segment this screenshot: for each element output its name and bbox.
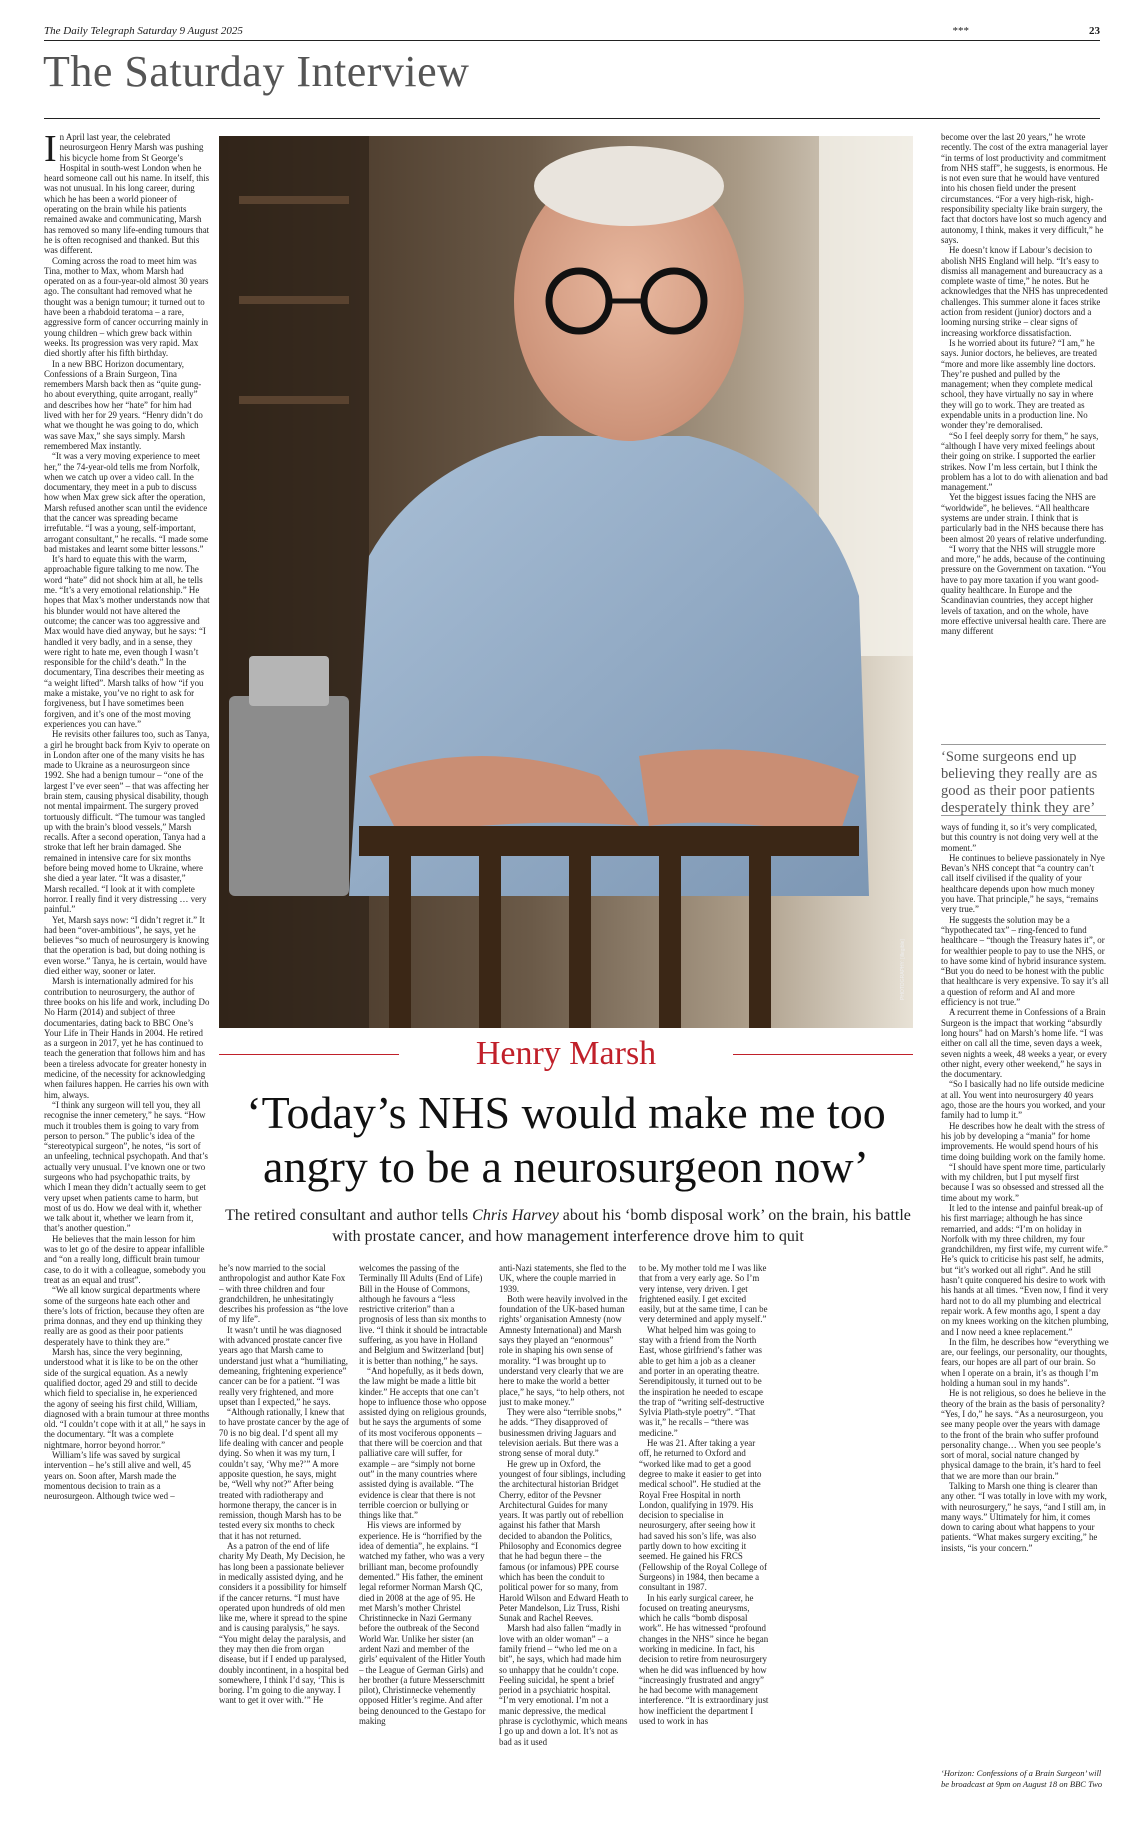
article-paragraph: It wasn’t until he was diagnosed with advanced prostate cancer five years ago that Marsh came to understand just what a “humiliating, demeaning, frightening experience” cancer can be for a patient. “I was really very frightened, and more upset than I expected,” he says. [219,1324,348,1407]
article-paragraph: It led to the intense and painful break-up of his first marriage; although he has since remarried, and adds: “I’m on holiday in Norfolk with my three children, my four grandchildren, my first wife, my current wife.” He’s quick to criticise his past self, he admits, but “it’s worked out all right”. And he still hasn’t quite conquered his desire to work with his hands at all times. “Even now, I find it very hard not to do all my plumbing and electrical repair work. A few months ago, I spent a day on my knees working on the kitchen plumbing, and I now need a knee replacement.” [941,1202,1109,1337]
article-paragraph: He was 21. After taking a year off, he returned to Oxford and “worked like mad to get a good degree to make it easier to get into medical school”. He studied at the Royal Free Hospital in north London, qualifying in 1979. His decision to specialise in neurosurgery, after seeing how it had saved his son’s life, was also partly down to how exciting it seemed. He gained his FRCS (Fellowship of the Royal College of Surgeons) in 1984, then became a consultant in 1987. [639,1438,767,1593]
article-paragraph: As a patron of the end of life charity My Death, My Decision, he has long been a passionate believer in medically assisted dying, and he considers it a possibility for himself if the cancer returns. “I must have operated upon hundreds of old men like me, where it spread to the spine and is causing paralysis,” he says. “You might delay the paralysis, and they may then die from organ disease, but if I ended up paralysed, doubly incontinent, in a hospital bed somewhere, I think I’d say, ‘This is boring. I’m going to die anyway. I want to get it over with.’” He [219,1541,349,1706]
portrait-photo [219,136,913,1028]
pull-quote: ‘Some surgeons end up believing they really are as good as their poor patients desperately think they are’ [941,749,1098,816]
section-title: The Saturday Interview [43,47,470,96]
pullquote-rule-top [941,744,1106,745]
article-paragraph: anti-Nazi statements, she fled to the UK, where the couple married in 1939. [499,1263,627,1294]
article-paragraph: William’s life was saved by surgical intervention – he’s still alive and well, 45 years on. Soon after, Marsh made the momentous decision to train as a neurosurgeon. Although twice wed – [44,1450,191,1502]
section-rule [44,118,1100,119]
article-paragraph: He describes how he dealt with the stress of his job by developing a “mania” for home improvements. He would spend hours of his time doing building work on the family home. [941,1120,1106,1162]
article-paragraph: Coming across the road to meet him was Tina, mother to Max, whom Marsh had operated on as a four-year-old almost 30 years ago. The consultant had removed what he thought was a benign tumour; it turned out to have been a rhabdoid teratoma – a rare, aggressive form of cancer occurring mainly in young children – which grew back within weeks. Its progression was very rapid. Max died shortly after his fifth birthday. [44,255,209,359]
headline: ‘Today’s NHS would make me too angry to be a neurosurgeon now’ [246,1087,886,1192]
article-paragraph: “Although rationally, I knew that to have prostate cancer by the age of 70 is no big deal. I’d spent all my life dealing with cancer and people dying. So when it was my turn, I couldn’t say, ‘Why me?’” A more apposite question, he says, might be, “Well why not?” After being treated with radiotherapy and hormone therapy, the cancer is in remission, though Marsh has to be tested every six months to check that it has not returned. [219,1407,349,1541]
article-paragraph: “We all know surgical departments where some of the surgeons hate each other and there’s lots of friction, because they often are prima donnas, and they end up thinking they really are as good as their poor patients desperately have to think they are.” [44,1285,205,1347]
subject-name: Henry Marsh [475,1035,657,1072]
article-paragraph: “So I basically had no life outside medicine at all. You went into neurosurgery 40 years ago, those are the hours you worked, and your family had to lump it.” [941,1079,1106,1121]
subject-name-banner [219,1036,913,1072]
pullquote-rule-bottom [941,815,1106,816]
article-column-6-bottom [941,822,1109,1762]
article-paragraph: A recurrent theme in Confessions of a Brain Surgeon is the impact that working “absurdly long hours” had on Marsh’s home life. “I was either on call all the time, seven days a week, seven nights a week, 48 weeks a year, or every other night, every other weekend,” he says in the documentary. [941,1007,1107,1080]
article-paragraph: become over the last 20 years,” he wrote recently. The cost of the extra managerial layer “in terms of lost productivity and commitment from NHS staff”, he suggests, is enormous. He is not even sure that he would have ventured into his chosen field under the present circumstances. “For a very high-risk, high-responsibility specialty like brain surgery, the fact that doctors have lost so much agency and autonomy, I think, makes it very difficult,” he says. [941,132,1108,245]
photo-credit: PHOTOGRAPHY: [illegible] [900,939,906,1000]
article-paragraph: Talking to Marsh one thing is clearer than any other. “I was totally in love with my work, with neurosurgery,” he says, “and I still am, in many ways.” Ultimately for him, it comes down to caring about what happens to your patients. “What makes surgery exciting,” he insists, “is your concern.” [941,1481,1107,1553]
article-paragraph: What helped him was going to stay with a friend from the North East, whose girlfriend’s father was able to get him a job as a cleaner and porter in an operating theatre. Serendipitously, it turned out to be the inspiration he needed to escape the trap of “writing self-destructive Sylvia Plath-style poetry”. “That was it,” he recalls – “there was medicine.” [639,1324,765,1438]
broadcast-caption: ‘Horizon: Confessions of a Brain Surgeon’ will be broadcast at 9pm on August 18 on BBC Two [941,1768,1103,1789]
article-paragraph: He continues to believe passionately in Nye Bevan’s NHS concept that “a country can’t call itself civilised if the quality of your healthcare depends upon how much money you have. That principle,” he says, “remains very true.” [941,852,1105,915]
article-column-3 [359,1263,489,1815]
publication-name: The Daily Telegraph [44,25,135,37]
article-paragraph: Marsh had also fallen “madly in love with an older woman” – a family friend – “who led me on a bit”, he says, which had made him so unhappy that he couldn’t cope. Feeling suicidal, he spent a brief period in a psychiatric hospital. “I’m very emotional. I’m not a manic depressive, the medical phrase is cyclothymic, which means I go up and down a lot. It’s not as bad as it used [499,1623,628,1747]
article-paragraph: He is not religious, so does he believe in the theory of the brain as the basis of personality? “Yes, I do,” he says. “As a neurosurgeon, you see many people over the years with damage to the front of the brain who suffer profound personality change… When you see people’s sort of moral, social nature changed by physical damage to the brain, it’s hard to feel that we are more than our brain.” [941,1388,1106,1481]
article-paragraph: He suggests the solution may be a “hypothecated tax” – ring-fenced to fund healthcare – “though the Treasury hates it”, or for wealthier people to pay to use the NHS, or to have some kind of hybrid insurance system. “But you do need to be honest with the public that healthcare is very expensive. To say it’s all a question of reform and AI and more efficiency is not true.” [941,914,1109,1008]
article-paragraph: Marsh has, since the very beginning, understood what it is like to be on the other side of the surgical equation. As a newly qualified doctor, aged 29 and still to decide which field to specialise in, he experienced the agony of seeing his first child, William, diagnosed with a brain tumour at three months old. “I couldn’t cope with it at all,” he says in the documentary. “It was a complete nightmare, horror beyond horror.” [44,1347,210,1450]
article-column-4 [499,1263,629,1815]
opening-paragraph: In April last year, the celebrated neurosurgeon Henry Marsh was pushing his bicycle home from St George’s Hospital in south-west London when he heard someone call out his name. In itself, this was not unusual. In his long career, during which he has been a world pioneer of operating on the brain while his patients remained awake and communicating, Marsh has removed so many life-ending tumours that he is often recognised and thanked. But this was different. [44,132,210,256]
article-paragraph: They were also “terrible snobs,” he adds. “They disapproved of businessmen driving Jaguars and television aerials. But there was a strong sense of moral duty.” [499,1407,622,1459]
article-paragraph: It’s hard to equate this with the warm, approachable figure talking to me now. The word “hate” did not shock him at all, he tells me. “It’s a very emotional relationship.” He hopes that Max’s mother understands now that his blunder would not have altered the outcome; the cancer was too aggressive and Max would have died anyway, but he says: “I handled it very badly, and in a sense, they were right to hate me, even though I wasn’t responsible for the child’s death.” In the documentary, Tina describes their meeting as “a weight lifted”. Marsh talks of how “if you make a mistake, you’ve no right to ask for forgiveness, but I have sometimes been forgiven, and it’s one of the most moving experiences you can have.” [44,554,210,729]
article-paragraph: He believes that the main lesson for him was to let go of the desire to appear infallible and “on a really long, difficult brain tumour case, to do it with a colleague, somebody you treat as an equal and trust”. [44,1233,206,1285]
article-column-5 [639,1263,769,1815]
article-paragraph: he’s now married to the social anthropologist and author Kate Fox – with three children and four grandchildren, he unhesitatingly describes his profession as “the love of my life”. [219,1263,348,1325]
standfirst: The retired consultant and author tells Chris Harvey about his ‘bomb disposal work’ on the brain, his battle with prostate cancer, and how management interference drove him to quit [225,1207,911,1245]
article-column-6-top [941,132,1109,736]
article-paragraph: “So I feel deeply sorry for them,” he says, “although I have very mixed feelings about their going on strike. I supported the earlier strikes. Now I’m less certain, but I think the problem has a lot to do with alienation and bad management.” [941,430,1108,493]
article-paragraph: In a new BBC Horizon documentary, Confessions of a Brain Surgeon, Tina remembers Marsh back then as “quite gung-ho about everything, quite arrogant, really” and describes how her “hate” for him had lived with her for 29 years. “Henry didn’t do what we thought he was going to do, which was save Max,” she says simply. Marsh remembered Max instantly. [44,358,203,451]
article-paragraph: ways of funding it, so it’s very complicated, but this country is not doing very well at the moment.” [941,822,1099,853]
article-paragraph: His views are informed by experience. He is “horrified by the idea of dementia”, he explains. “I watched my father, who was a very brilliant man, become profoundly demented.” His father, the eminent legal reformer Norman Marsh QC, died in 2008 at the age of 95. He met Marsh’s mother Christel Christinnecke in Nazi Germany before the outbreak of the Second World War. Unlike her sister (an ardent Nazi and member of the girls’ equivalent of the Hitler Youth – the League of German Girls) and her brother (a future Messerschmitt pilot), Christinnecke vehemently opposed Hitler’s regime. And after being denounced to the Gestapo for making [359,1520,486,1727]
masthead-marker: *** [952,25,969,37]
publication-date: Saturday 9 August 2025 [137,25,243,37]
article-paragraph: Marsh is internationally admired for his contribution to neurosurgery, the author of three books on his life and work, including Do No Harm (2014) and subject of three documentaries, dating back to BBC One’s Your Life in Their Hands in 2004. He retired as a surgeon in 2017, yet he has continued to teach the generation that follows him and has been a tireless advocate for greater honesty in medicine, of the necessity for acknowledging when failures happen. He carries his own with him, always. [44,976,210,1100]
article-column-1 [44,132,210,1780]
page-number: 23 [1089,25,1100,37]
article-paragraph: to be. My mother told me I was like that from a very early age. So I’m very intense, very driven. I get frightened easily. I get excited easily, but at the same time, I can be very determined and apply myself.” [639,1263,768,1325]
article-paragraph: Yet, Marsh says now: “I didn’t regret it.” It had been “over-ambitious”, he says, yet he believes “so much of neurosurgery is knowing that the operation is bad, but doing nothing is even worse.” Tanya, he is certain, would have died either way, sooner or later. [44,914,209,977]
article-paragraph: Yet the biggest issues facing the NHS are “worldwide”, he believes. “All healthcare systems are under strain. I think that is particularly bad in the NHS because there has been almost 20 years of relative underfunding. [941,492,1107,544]
article-paragraph: “I worry that the NHS will struggle more and more,” he adds, because of the continuing pressure on the Government on taxation. “You have to pay more taxation if you want good-quality healthcare. In Europe and the Scandinavian countries, they accept higher levels of taxation, and on the whole, have more effective universal health care. There are many different [941,543,1106,637]
drop-cap: I [44,132,57,170]
article-paragraph: welcomes the passing of the Terminally Ill Adults (End of Life) Bill in the House of Commons, although he favours a “less restrictive criterion” than a prognosis of less than six months to live. “I think it should be intractable suffering, as you have in Holland and Belgium and Switzerland [but] it is better than nothing,” he says. [359,1263,488,1366]
article-column-2 [219,1263,349,1815]
article-paragraph: “And hopefully, as it beds down, the law might be made a little bit kinder.” He accepts that one can’t hope to influence those who oppose assisted dying on religious grounds, but he says the arguments of some of its most vociferous opponents – that there will be coercion and that palliative care will suffer, for example – are “simply not borne out” in the many countries where assisted dying is available. “The evidence is clear that there is not terrible coercion or bullying or things like that.” [359,1365,487,1521]
article-paragraph: He revisits other failures too, such as Tanya, a girl he brought back from Kyiv to operate on in London after one of the many visits he has made to Ukraine as a neurosurgeon since 1992. She had a benign tumour – “one of the largest I’ve ever seen” – that was affecting her brain stem, causing physical disability, though not mental impairment. The surgery proved tortuously difficult. “The tumour was tangled up with the brain’s blood vessels,” Marsh recalls. After a second operation, Tanya had a stroke that left her brain damaged. She remained in intensive care for six months before being moved home to Ukraine, where she died a year later. “It was a disaster,” Marsh recalled. “I look at it with complete horror. I really find it very distressing … very painful.” [44,729,210,915]
article-paragraph: In the film, he describes how “everything we are, our feelings, our personality, our thoughts, fears, our hopes are all part of our brain. So when I operate on a brain, it’s as though I’m holding a human soul in my hands”. [941,1336,1109,1389]
article-paragraph: Is he worried about its future? “I am,” he says. Junior doctors, he believes, are treated “more and more like assembly line doctors. They’re pushed and pulled by the management; when they complete medical school, they have virtually no say in where they will go to work. They are treated as expendable units in a production line. No wonder they’re demoralised. [941,337,1097,431]
byline-author: Chris Harvey [472,1207,559,1224]
article-paragraph: “It was a very moving experience to meet her,” the 74-year-old tells me from Norfolk, when we catch up over a video call. In the documentary, they meet in a pub to discuss how when Max grew sick after the operation, Marsh refused another scan until the evidence that the cancer was spreading became irrefutable. “I was a young, self-important, arrogant consultant,” he recalls. “I made some bad mistakes and learnt some bitter lessons.” [44,451,209,554]
top-rule [44,40,1100,41]
article-paragraph: “I should have spent more time, particularly with my children, but I put myself first because I was so obsessed and stressed all the time about my work.” [941,1161,1106,1203]
article-paragraph: “I think any surgeon will tell you, they all recognise the inner cemetery,” he says. “How much it troubles them is going to vary from person to person.” The public’s idea of the “stereotypical surgeon”, he notes, “is sort of an unfeeling, technical psychopath. And that’s actually very unusual. I’ve known one or two surgeons who had psychopathic traits, by which I mean they didn’t actually seem to get very upset when patients came to harm, but most of us do. How we deal with it, whether we talk about it, whether we learn from it, that’s another question.” [44,1099,208,1234]
article-paragraph: He grew up in Oxford, the youngest of four siblings, including the architectural historian Bridget Cherry, editor of the Pevsner Architectural Guides for many years. It was partly out of rebellion against his father that Marsh decided to abandon the Politics, Philosophy and Economics degree that he had begun there – the famous (or infamous) PPE course which has been the conduit to political power for so many, from Harold Wilson and Edward Heath to Peter Mandelson, Liz Truss, Rishi Sunak and Rachel Reeves. [499,1458,629,1624]
portrait-illustration [219,136,913,1028]
article-paragraph: He doesn’t know if Labour’s decision to abolish NHS England will help. “It’s easy to dismiss all management and bureaucracy as a complete waste of time,” he notes. But he acknowledges that the NHS has unprecedented challenges. This summer alone it faces strike action from resident (junior) doctors and a looming nursing strike – clear signs of increasing workforce dissatisfaction. [941,245,1108,338]
article-paragraph: Both were heavily involved in the foundation of the UK-based human rights’ organisation Amnesty (now Amnesty International) and Marsh says they played an “enormous” role in shaping his own sense of morality. “I was brought up to understand very clearly that we are here to make the world a better place,” he says, “to help others, not just to make money.” [499,1293,628,1407]
masthead [44,24,1100,38]
article-paragraph: In his early surgical career, he focused on treating aneurysms, which he calls “bomb disposal work”. He has witnessed “profound changes in the NHS” since he began working in medicine. In fact, his decision to retire from neurosurgery when he did was influenced by how “increasingly frustrated and angry” he had become with management interference. “It is extraordinary just how inefficient the department I used to work in has [639,1592,769,1727]
